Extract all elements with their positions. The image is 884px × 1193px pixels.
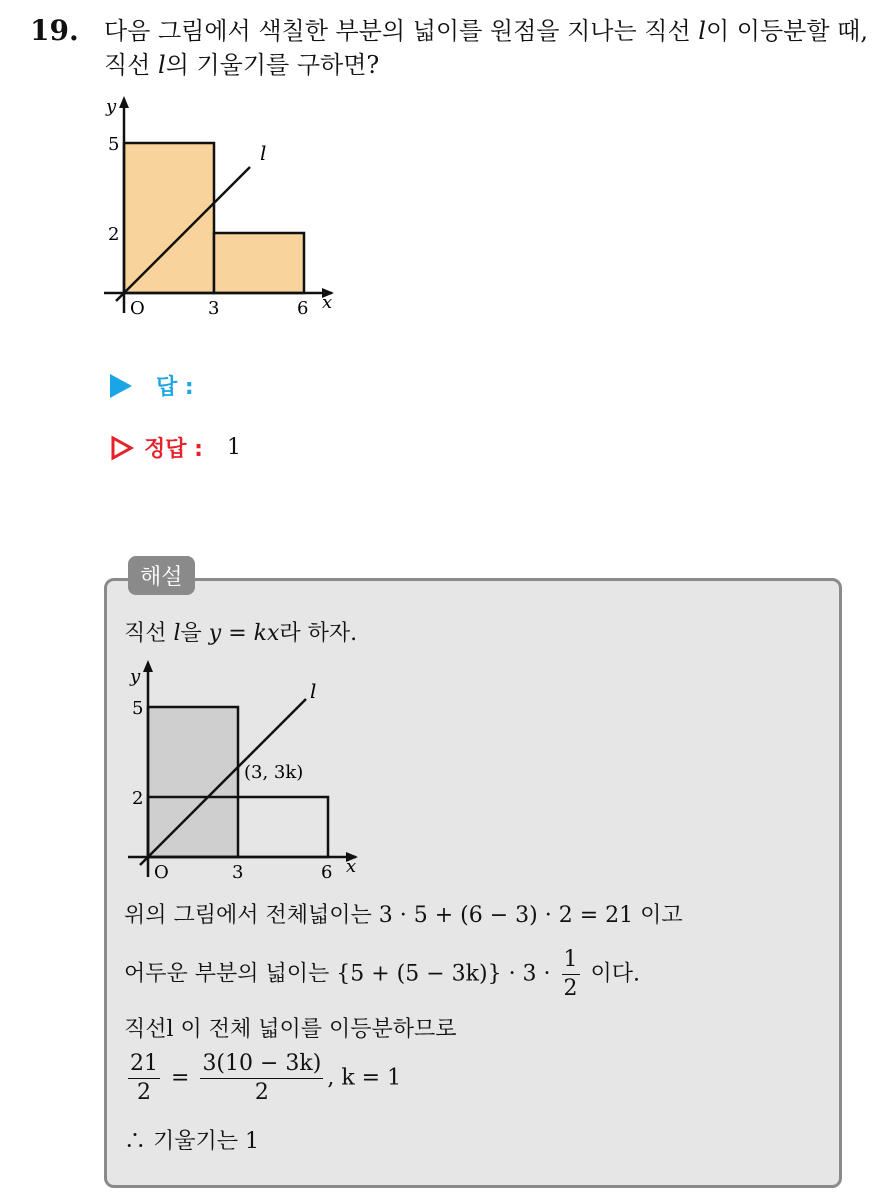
point-label: (3, 3k) bbox=[244, 762, 304, 783]
y-tick-5: 5 bbox=[132, 698, 144, 719]
y-axis-label: y bbox=[106, 96, 117, 117]
solution-line-4: 직선l 이 전체 넓이를 이등분하므로 bbox=[124, 1017, 457, 1042]
solution-line1-c: 라 하자. bbox=[279, 621, 358, 646]
frac-num: 1 bbox=[562, 946, 580, 975]
fraction-21-2 bbox=[128, 1050, 160, 1107]
x-tick-6: 6 bbox=[321, 862, 333, 883]
question-text-part3: 의 기울기를 구하면? bbox=[165, 51, 380, 79]
fraction-one-half bbox=[562, 946, 580, 1003]
frac2-den: 2 bbox=[254, 1080, 269, 1105]
question-text-part1: 다음 그림에서 색칠한 부분의 넓이를 원점을 지나는 직선 bbox=[104, 17, 699, 45]
solution-line1-eq: y = kx bbox=[208, 621, 280, 646]
solution-line-5 bbox=[124, 1050, 401, 1107]
x-tick-6: 6 bbox=[297, 298, 309, 319]
question-text-part2: 이 이등분할 때, 직선 bbox=[104, 17, 868, 79]
y-tick-5: 5 bbox=[108, 134, 120, 155]
solution-line-6: ∴ 기울기는 1 bbox=[124, 1129, 259, 1154]
question-number: 19. bbox=[30, 14, 79, 47]
solution-line1-a: 직선 bbox=[124, 621, 174, 646]
correct-answer-row bbox=[110, 432, 241, 463]
origin-label: O bbox=[130, 298, 145, 319]
x-axis-label: x bbox=[322, 292, 333, 313]
solution-line-3 bbox=[124, 946, 640, 1003]
line-l-label: l bbox=[310, 679, 317, 703]
origin-label: O bbox=[154, 862, 169, 883]
question-line-var: l bbox=[698, 17, 706, 45]
frac-den: 2 bbox=[563, 976, 578, 1001]
solution-tag: 해설 bbox=[128, 556, 195, 595]
question-line-var-2: l bbox=[158, 51, 166, 79]
frac1-den: 2 bbox=[137, 1080, 151, 1105]
question-text bbox=[104, 14, 874, 82]
region-low-rect bbox=[214, 233, 304, 293]
play-triangle-icon bbox=[110, 374, 132, 398]
y-tick-2: 2 bbox=[132, 788, 144, 809]
correct-answer-value: 1 bbox=[226, 435, 241, 460]
x-tick-3: 3 bbox=[208, 298, 220, 319]
frac1-num: 21 bbox=[128, 1050, 160, 1079]
solution-line1-var: l bbox=[173, 621, 181, 646]
y-axis-arrow-icon bbox=[143, 660, 153, 672]
y-axis-arrow-icon bbox=[119, 96, 129, 108]
answer-row bbox=[110, 370, 194, 401]
x-axis-label: x bbox=[346, 856, 357, 877]
solution-line5-tail: , k = 1 bbox=[327, 1065, 402, 1091]
fraction-expression bbox=[200, 1050, 323, 1107]
solution-line1-b: 을 bbox=[180, 621, 209, 646]
y-axis-label: y bbox=[130, 666, 141, 687]
solution-line3-b: 이다. bbox=[583, 961, 641, 987]
equals-sign: = bbox=[171, 1065, 190, 1091]
answer-label: 답 : bbox=[156, 375, 194, 400]
question-figure bbox=[100, 92, 360, 322]
solution-figure bbox=[124, 656, 384, 886]
solution-line-1 bbox=[124, 616, 357, 647]
solution-line3-a: 어두운 부분의 넓이는 {5 + (5 − 3k)} · 3 · bbox=[124, 961, 558, 987]
solution-line-2: 위의 그림에서 전체넓이는 3 · 5 + (6 − 3) · 2 = 21 이고 bbox=[124, 903, 683, 928]
y-tick-2: 2 bbox=[108, 224, 120, 245]
correct-answer-label: 정답 : bbox=[144, 437, 203, 462]
frac2-num: 3(10 − 3k) bbox=[200, 1050, 323, 1079]
x-tick-3: 3 bbox=[232, 862, 244, 883]
outline-triangle-icon bbox=[110, 435, 134, 461]
line-l-label: l bbox=[260, 141, 267, 165]
